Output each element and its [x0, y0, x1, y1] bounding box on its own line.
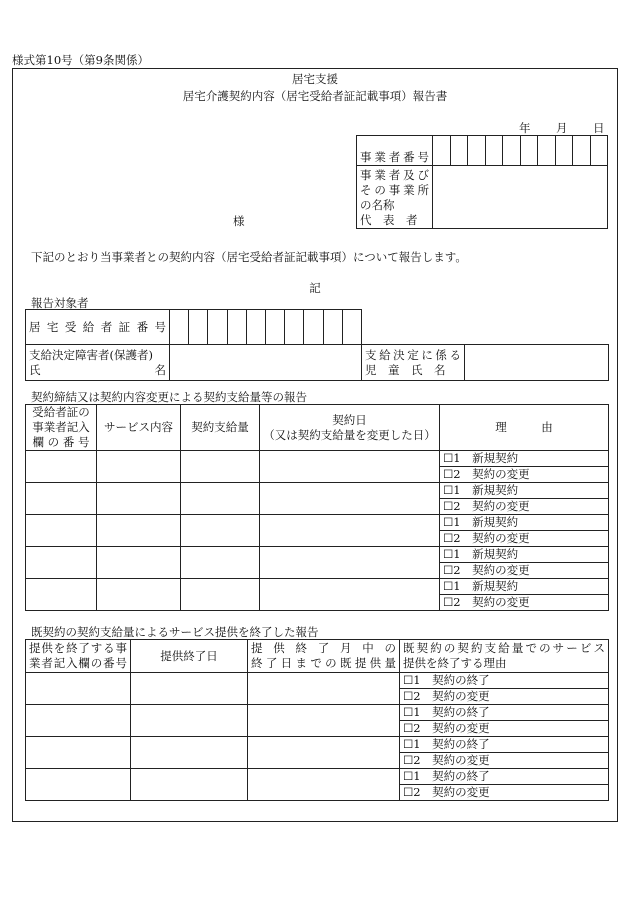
reason-new-checkbox[interactable]: ☐1 新規契約: [440, 515, 609, 531]
table-row: [26, 515, 609, 531]
provider-no-cell[interactable]: [26, 737, 131, 769]
cert-number-label: 居宅受給者証番号: [26, 310, 170, 345]
table-row: [26, 737, 609, 753]
date-cell[interactable]: [260, 579, 440, 611]
cert-no-cell[interactable]: [26, 451, 97, 483]
provided-amount-cell[interactable]: [248, 705, 400, 737]
reason-new-checkbox[interactable]: ☐1 新規契約: [440, 451, 609, 467]
reason-change-checkbox[interactable]: ☐2 契約の変更: [400, 721, 609, 737]
provider-number-box[interactable]: [520, 136, 538, 166]
date-cell[interactable]: [260, 547, 440, 579]
service-cell[interactable]: [97, 579, 181, 611]
end-date-cell[interactable]: [131, 769, 248, 801]
cert-number-box[interactable]: [342, 310, 361, 345]
header-line: 欄 の 番 号: [32, 435, 90, 449]
reason-change-checkbox[interactable]: ☐2 契約の変更: [440, 467, 609, 483]
header-line: 受給者証の: [32, 405, 90, 419]
provider-number-label: 事業者番号: [357, 136, 433, 166]
child-label: [362, 345, 465, 381]
header-line: 事業者記入: [32, 420, 90, 434]
header-line: 終了日までの既提供量: [251, 656, 396, 670]
cert-number-table: [25, 309, 362, 345]
reason-new-checkbox[interactable]: ☐1 新規契約: [440, 483, 609, 499]
service-cell[interactable]: [97, 451, 181, 483]
table-row: [26, 451, 609, 467]
reason-change-checkbox[interactable]: ☐2 契約の変更: [400, 689, 609, 705]
provider-no-cell[interactable]: [26, 769, 131, 801]
date-cell[interactable]: [260, 451, 440, 483]
guardian-name-field[interactable]: [170, 345, 362, 381]
reason-change-checkbox[interactable]: ☐2 契約の変更: [440, 595, 609, 611]
provider-number-box[interactable]: [503, 136, 521, 166]
guardian-label-line: [29, 363, 166, 378]
date-year-label: 年: [519, 121, 531, 135]
table-row: [26, 483, 609, 499]
provider-number-box[interactable]: [538, 136, 556, 166]
child-label-line: 児 童 氏 名: [365, 362, 446, 377]
service-cell[interactable]: [97, 483, 181, 515]
contract-header-date: [260, 405, 440, 451]
reason-change-checkbox[interactable]: ☐2 契約の変更: [440, 531, 609, 547]
date-cell[interactable]: [260, 483, 440, 515]
reason-change-checkbox[interactable]: ☐2 契約の変更: [440, 499, 609, 515]
provided-amount-cell[interactable]: [248, 737, 400, 769]
end-date-cell[interactable]: [131, 673, 248, 705]
contract-table: [25, 404, 609, 611]
end-header-provided-amount: [248, 640, 400, 673]
cert-no-cell[interactable]: [26, 579, 97, 611]
header-line: 提供を終了する理由: [403, 656, 507, 670]
end-section-title: 既契約の契約支給量によるサービス提供を終了した報告: [31, 625, 319, 639]
provider-number-box[interactable]: [468, 136, 486, 166]
cert-number-box[interactable]: [265, 310, 284, 345]
service-cell[interactable]: [97, 515, 181, 547]
provider-number-box[interactable]: [555, 136, 573, 166]
header-line: 提 供 終 了 月 中 の: [251, 641, 396, 655]
provider-number-box[interactable]: [573, 136, 591, 166]
amount-cell[interactable]: [181, 483, 260, 515]
guardian-label-char: 名: [154, 362, 166, 377]
contract-section-title: 契約締結又は契約内容変更による契約支給量等の報告: [31, 390, 307, 404]
guardian-label-line: 支給決定障害者(保護者): [29, 347, 153, 362]
date-cell[interactable]: [260, 515, 440, 547]
contract-header-reason: 理 由: [440, 405, 609, 451]
cert-number-box[interactable]: [323, 310, 342, 345]
date-month-label: 月: [556, 121, 568, 135]
table-row: [26, 769, 609, 785]
cert-number-box[interactable]: [208, 310, 227, 345]
provider-no-cell[interactable]: [26, 705, 131, 737]
service-cell[interactable]: [97, 547, 181, 579]
contract-header-amount: 契約支給量: [181, 405, 260, 451]
cert-number-box[interactable]: [246, 310, 265, 345]
reason-end-checkbox[interactable]: ☐1 契約の終了: [400, 737, 609, 753]
end-header-end-date: 提供終了日: [131, 640, 248, 673]
header-line: 業者記入欄の番号: [29, 656, 127, 670]
provider-name-label-line: 事業者及び: [360, 168, 429, 182]
table-row: [26, 579, 609, 595]
ki-label: 記: [309, 281, 321, 295]
cert-number-box[interactable]: [304, 310, 323, 345]
reason-end-checkbox[interactable]: ☐1 契約の終了: [400, 673, 609, 689]
amount-cell[interactable]: [181, 547, 260, 579]
form-id: 様式第10号（第9条関係）: [12, 53, 149, 67]
intro-text: 下記のとおり当事業者との契約内容（居宅受給者証記載事項）について報告します。: [31, 250, 467, 264]
provider-name-label-line: その事業所: [360, 183, 429, 197]
header-line: 既契約の契約支給量でのサービス: [403, 641, 605, 655]
cert-number-box[interactable]: [285, 310, 304, 345]
cert-number-box[interactable]: [189, 310, 208, 345]
table-row: [26, 673, 609, 689]
page-title: 居宅介護契約内容（居宅受給者証記載事項）報告書: [182, 89, 448, 103]
provided-amount-cell[interactable]: [248, 673, 400, 705]
table-row: [26, 547, 609, 563]
provider-no-cell[interactable]: [26, 673, 131, 705]
child-label-line: 支給決定に係る: [365, 347, 461, 362]
amount-cell[interactable]: [181, 451, 260, 483]
provided-amount-cell[interactable]: [248, 769, 400, 801]
provider-number-box[interactable]: [450, 136, 468, 166]
cert-no-cell[interactable]: [26, 483, 97, 515]
header-line: 契約日: [332, 412, 367, 427]
end-header-provider-no: [26, 640, 131, 673]
header-line: （又は契約支給量を変更した日）: [263, 427, 436, 442]
end-service-table: [25, 639, 609, 801]
target-section-title: 報告対象者: [31, 296, 89, 310]
cert-no-cell[interactable]: [26, 515, 97, 547]
cert-number-box[interactable]: [170, 310, 189, 345]
provider-name-field[interactable]: [433, 166, 608, 229]
provider-number-box[interactable]: [433, 136, 451, 166]
provider-rep-label: 代 表 者: [360, 213, 418, 227]
cert-no-cell[interactable]: [26, 547, 97, 579]
guardian-label-char: 氏: [29, 362, 41, 377]
provider-number-box[interactable]: [485, 136, 503, 166]
addressee-suffix: 様: [233, 214, 245, 228]
reason-end-checkbox[interactable]: ☐1 契約の終了: [400, 769, 609, 785]
provider-name-label: [357, 166, 433, 229]
reason-change-checkbox[interactable]: ☐2 契約の変更: [400, 785, 609, 801]
provider-name-label-line: の名称: [360, 198, 395, 212]
provider-table: [356, 135, 608, 229]
reason-end-checkbox[interactable]: ☐1 契約の終了: [400, 705, 609, 721]
end-date-cell[interactable]: [131, 705, 248, 737]
end-header-reason: [400, 640, 609, 673]
child-name-field[interactable]: [465, 345, 609, 381]
reason-change-checkbox[interactable]: ☐2 契約の変更: [440, 563, 609, 579]
reason-new-checkbox[interactable]: ☐1 新規契約: [440, 579, 609, 595]
title-line-1: 居宅支援: [292, 72, 338, 86]
guardian-table: [25, 344, 609, 381]
provider-number-box[interactable]: [590, 136, 608, 166]
header-line: 提供を終了する事: [29, 641, 127, 655]
contract-header-cert-no: [26, 405, 97, 451]
reason-change-checkbox[interactable]: ☐2 契約の変更: [400, 753, 609, 769]
reason-new-checkbox[interactable]: ☐1 新規契約: [440, 547, 609, 563]
end-date-cell[interactable]: [131, 737, 248, 769]
guardian-label: [26, 345, 170, 381]
contract-header-service: サービス内容: [97, 405, 181, 451]
amount-cell[interactable]: [181, 579, 260, 611]
cert-number-box[interactable]: [227, 310, 246, 345]
table-row: [26, 705, 609, 721]
date-day-label: 日: [593, 121, 605, 135]
amount-cell[interactable]: [181, 515, 260, 547]
